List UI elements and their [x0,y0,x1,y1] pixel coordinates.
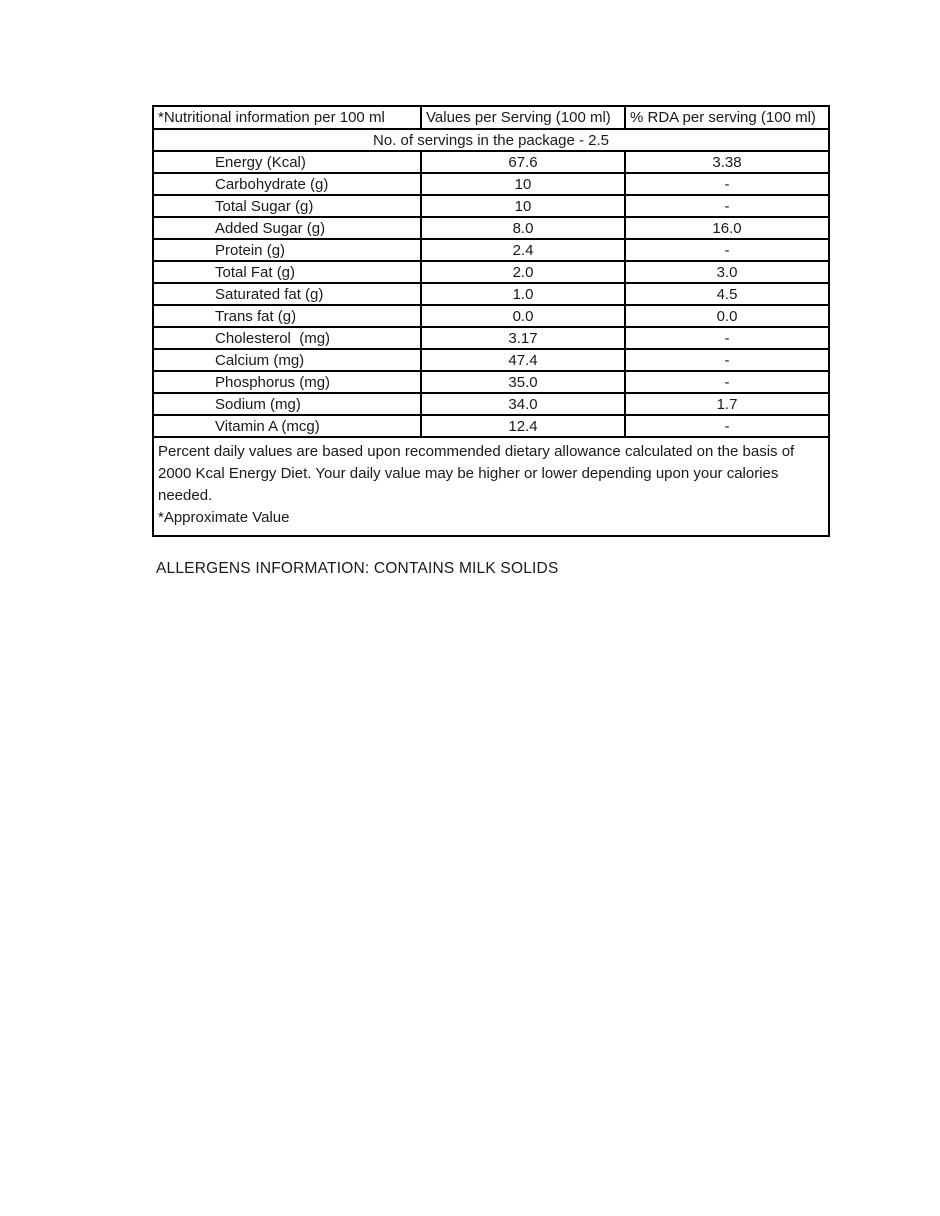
nutrient-value: 47.4 [421,349,625,371]
nutrient-label: Carbohydrate (g) [153,173,421,195]
header-values-per-serving: Values per Serving (100 ml) [421,106,625,129]
nutrient-value: 12.4 [421,415,625,437]
table-row [153,393,829,415]
nutrient-rda: 4.5 [625,283,829,305]
nutrient-label: Total Fat (g) [153,261,421,283]
table-row [153,415,829,437]
nutrient-label: Energy (Kcal) [153,151,421,173]
nutrient-value: 2.0 [421,261,625,283]
nutrient-value: 34.0 [421,393,625,415]
nutrition-facts-table [152,105,830,537]
nutrient-rda: - [625,195,829,217]
header-nutritional-info: *Nutritional information per 100 ml [153,106,421,129]
table-row [153,195,829,217]
table-row [153,371,829,393]
table-row [153,305,829,327]
nutrient-rda: - [625,415,829,437]
nutrient-rda: 3.0 [625,261,829,283]
table-row [153,261,829,283]
nutrient-value: 10 [421,173,625,195]
table-header-row [153,106,829,129]
footnote-row [153,437,829,536]
table-row [153,327,829,349]
table-row [153,239,829,261]
header-rda-per-serving: % RDA per serving (100 ml) [625,106,829,129]
nutrient-label: Calcium (mg) [153,349,421,371]
nutrient-label: Protein (g) [153,239,421,261]
servings-row [153,129,829,151]
nutrient-label: Phosphorus (mg) [153,371,421,393]
nutrient-value: 8.0 [421,217,625,239]
footnote-cell [153,437,829,536]
nutrient-label: Total Sugar (g) [153,195,421,217]
allergens-information-text: ALLERGENS INFORMATION: CONTAINS MILK SOLIDS [156,560,559,577]
nutrient-rda: 1.7 [625,393,829,415]
table-row [153,151,829,173]
table-row [153,217,829,239]
nutrient-value: 0.0 [421,305,625,327]
nutrient-value: 10 [421,195,625,217]
nutrient-rda: - [625,239,829,261]
nutrient-rda: - [625,371,829,393]
servings-text: No. of servings in the package - 2.5 [153,129,829,151]
nutrient-label: Cholesterol (mg) [153,327,421,349]
nutrient-label: Added Sugar (g) [153,217,421,239]
nutrient-label: Trans fat (g) [153,305,421,327]
nutrient-rda: - [625,349,829,371]
nutrient-rda: 3.38 [625,151,829,173]
nutrient-rda: 0.0 [625,305,829,327]
nutrient-label: Vitamin A (mcg) [153,415,421,437]
nutrient-rda: 16.0 [625,217,829,239]
nutrient-value: 2.4 [421,239,625,261]
table-row [153,349,829,371]
nutrient-label: Sodium (mg) [153,393,421,415]
table-row [153,173,829,195]
footnote-approximate-value: *Approximate Value [158,509,290,526]
nutrient-value: 35.0 [421,371,625,393]
nutrient-value: 67.6 [421,151,625,173]
nutrient-value: 3.17 [421,327,625,349]
nutrient-value: 1.0 [421,283,625,305]
nutrient-label: Saturated fat (g) [153,283,421,305]
footnote-disclaimer: Percent daily values are based upon recommended dietary allowance calculated on the basis of 2000 Kcal Energy Diet. Your daily value may be higher or lower depending upon your calories needed. [158,443,795,504]
table-row [153,283,829,305]
nutrient-rda: - [625,327,829,349]
nutrient-rda: - [625,173,829,195]
